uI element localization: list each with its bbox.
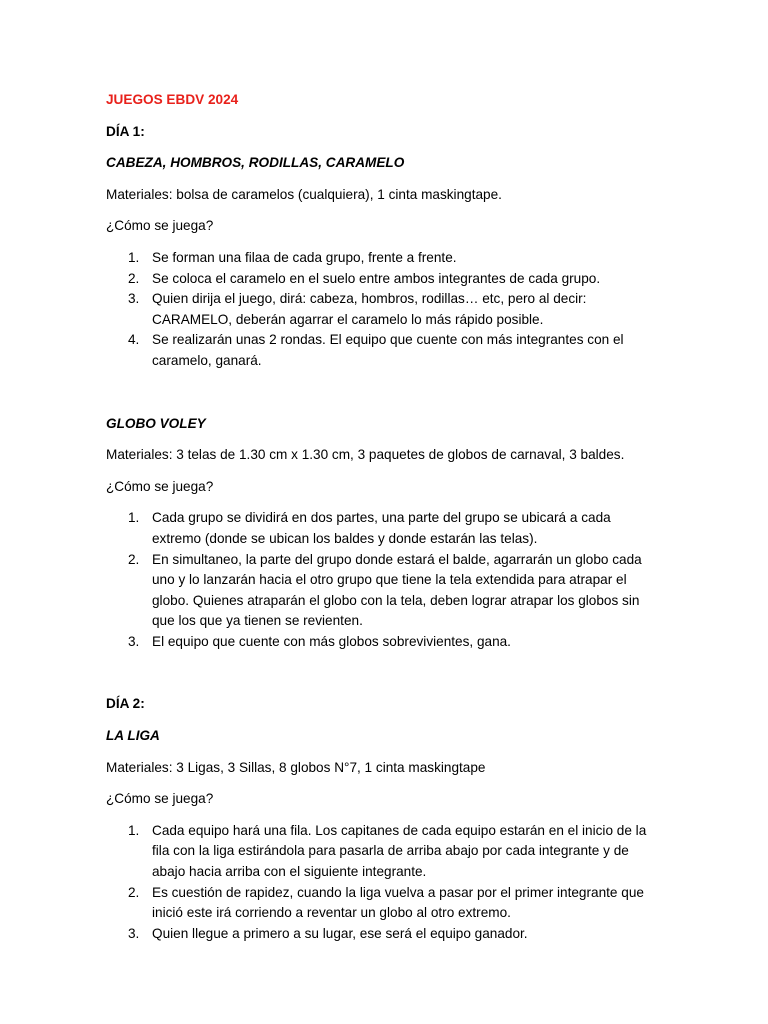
list-item xyxy=(106,924,652,945)
section-spacer xyxy=(106,372,668,414)
list-item xyxy=(106,289,652,330)
steps-list xyxy=(106,508,668,652)
list-item-text: Se forman una filaa de cada grupo, frente a frente. xyxy=(152,249,457,265)
day2-heading: DÍA 2: xyxy=(106,696,145,712)
list-item-number: 1. xyxy=(128,822,140,838)
list-item-text: Se realizarán unas 2 rondas. El equipo que cuente con más integrantes con el caramelo, ganará. xyxy=(152,332,624,368)
list-item xyxy=(106,508,652,549)
list-item xyxy=(106,821,652,883)
list-item-text: El equipo que cuente con más globos sobrevivientes, gana. xyxy=(152,633,511,649)
list-item-number: 2. xyxy=(128,551,140,567)
list-item-text: En simultaneo, la parte del grupo donde estará el balde, agarrarán un globo cada uno y lo lanzarán hacia el otro grupo que tiene la tela extendida para atrapar el globo. Quienes atraparán el globo con la tela, deben lograr atrapar los globos sin que los que ya tienen se revienten. xyxy=(152,551,642,629)
list-item xyxy=(106,632,652,653)
list-item xyxy=(106,883,652,924)
list-item xyxy=(106,248,652,269)
list-item xyxy=(106,330,652,371)
day1-heading: DÍA 1: xyxy=(106,123,145,139)
list-item xyxy=(106,550,652,632)
list-item-number: 3. xyxy=(128,291,140,307)
list-item-number: 3. xyxy=(128,925,140,941)
how-to-play-label: ¿Cómo se juega? xyxy=(106,218,214,234)
list-item-number: 1. xyxy=(128,249,140,265)
how-to-play-label: ¿Cómo se juega? xyxy=(106,478,214,494)
list-item-number: 1. xyxy=(128,510,140,526)
list-item-number: 4. xyxy=(128,332,140,348)
game-title-la-liga: LA LIGA xyxy=(106,728,160,744)
steps-list xyxy=(106,248,668,372)
materials-text: Materiales: bolsa de caramelos (cualquiera), 1 cinta maskingtape. xyxy=(106,186,502,202)
materials-text: Materiales: 3 telas de 1.30 cm x 1.30 cm, 3 paquetes de globos de carnaval, 3 baldes. xyxy=(106,447,625,463)
steps-list xyxy=(106,821,668,945)
list-item-text: Quien dirija el juego, dirá: cabeza, hombros, rodillas… etc, pero al decir: CARAMELO, deberán agarrar el caramelo lo más rápido posible. xyxy=(152,291,587,327)
list-item-text: Cada grupo se dividirá en dos partes, una parte del grupo se ubicará a cada extremo (donde se ubican los baldes y donde estarán las telas). xyxy=(152,510,611,546)
materials-text: Materiales: 3 Ligas, 3 Sillas, 8 globos N°7, 1 cinta maskingtape xyxy=(106,759,486,775)
list-item-text: Es cuestión de rapidez, cuando la liga vuelva a pasar por el primer integrante que inició este irá corriendo a reventar un globo al otro extremo. xyxy=(152,884,644,921)
section-spacer xyxy=(106,652,668,694)
how-to-play-label: ¿Cómo se juega? xyxy=(106,791,214,807)
list-item-text: Quien llegue a primero a su lugar, ese será el equipo ganador. xyxy=(152,925,528,941)
list-item-number: 3. xyxy=(128,633,140,649)
list-item xyxy=(106,269,652,290)
game-title-cabeza-hombros: CABEZA, HOMBROS, RODILLAS, CARAMELO xyxy=(106,155,405,171)
game-title-globo-voley: GLOBO VOLEY xyxy=(106,415,206,431)
list-item-text: Cada equipo hará una fila. Los capitanes de cada equipo estarán en el inicio de la fila con la liga estirándola para pasarla de arriba abajo por cada integrante y de abajo hacia arriba con el siguiente integrante. xyxy=(152,822,647,880)
list-item-number: 2. xyxy=(128,270,140,286)
document-title: JUEGOS EBDV 2024 xyxy=(106,92,239,107)
list-item-text: Se coloca el caramelo en el suelo entre ambos integrantes de cada grupo. xyxy=(152,270,601,286)
list-item-number: 2. xyxy=(128,884,140,900)
